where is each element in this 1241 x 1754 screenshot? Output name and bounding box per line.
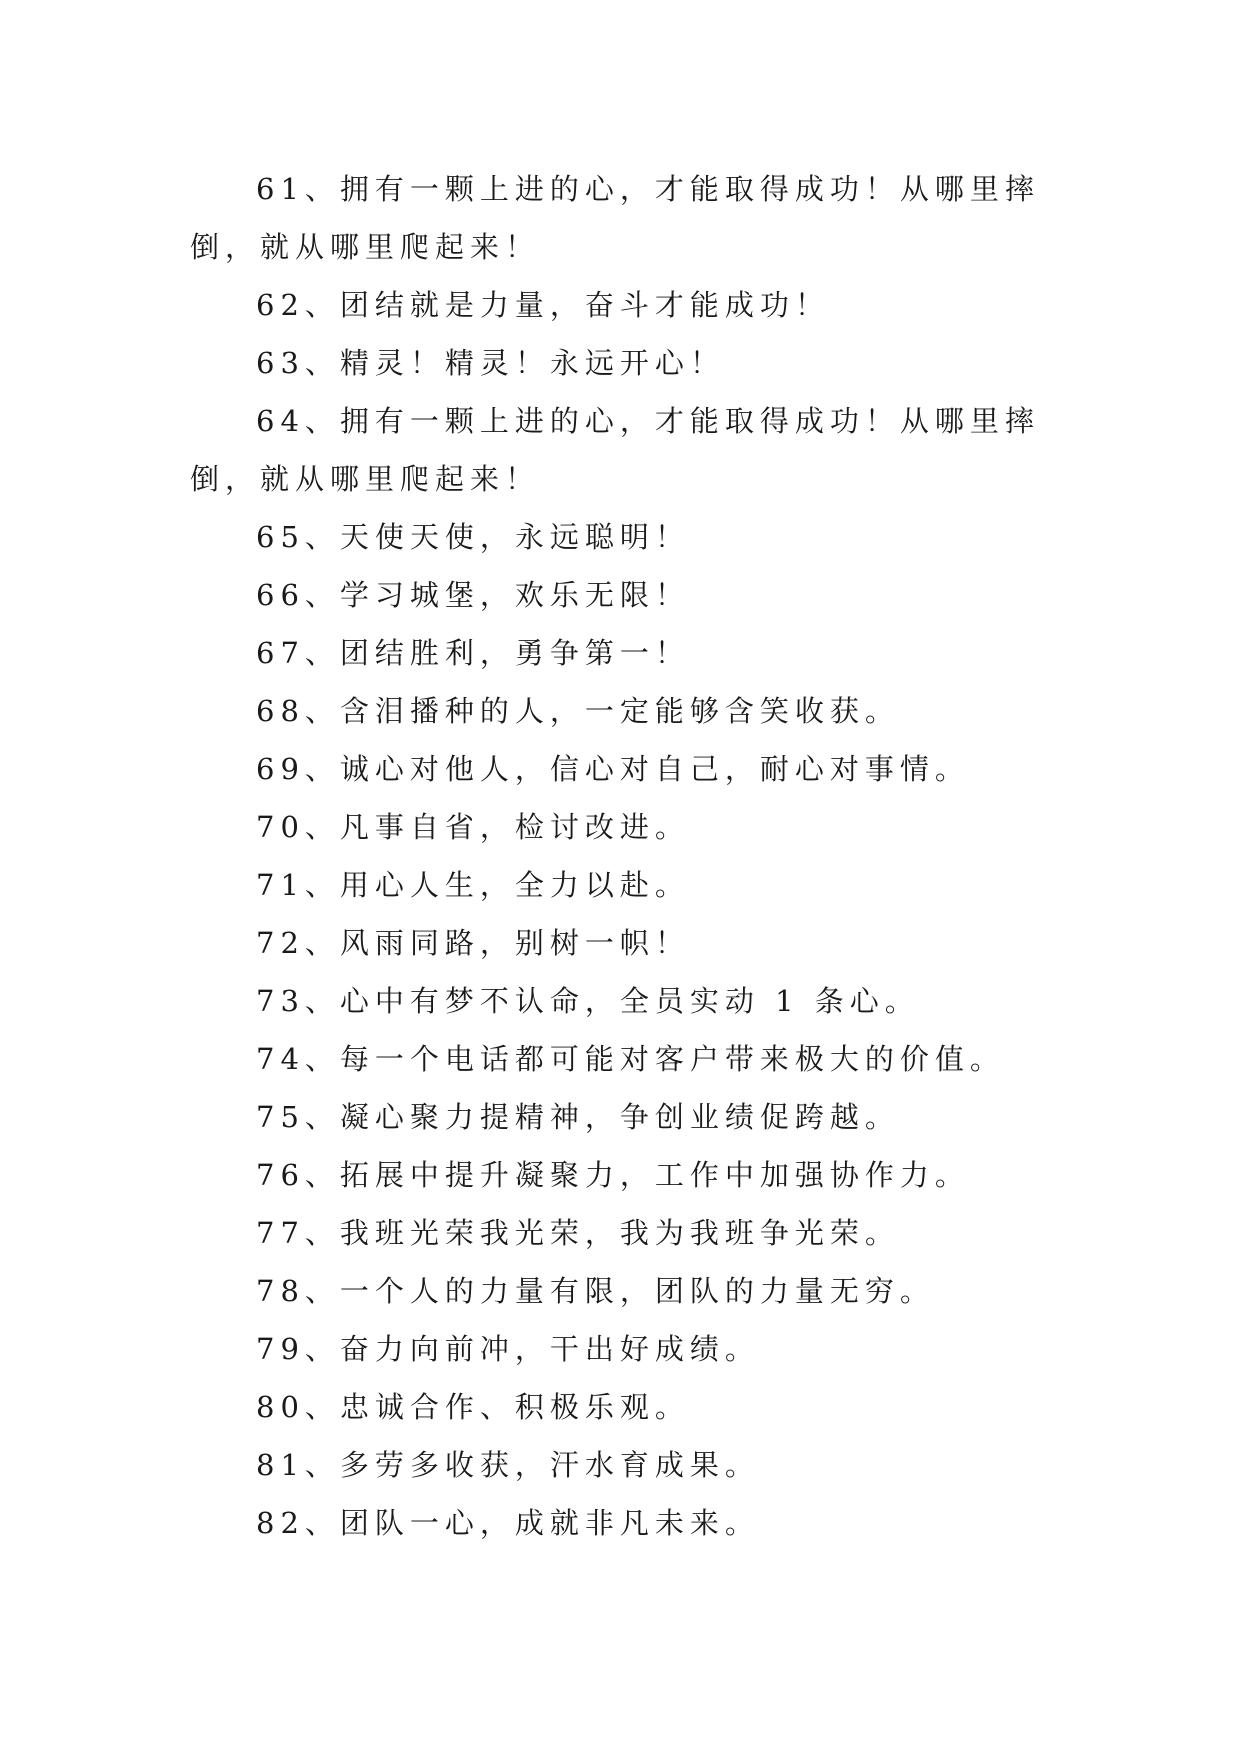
list-item: 73、心中有梦不认命，全员实动 1 条心。 [256, 984, 920, 1018]
list-item: 76、拓展中提升凝聚力，工作中加强协作力。 [256, 1158, 970, 1192]
list-item: 64、拥有一颗上进的心，才能取得成功！从哪里摔倒，就从哪里爬起来！ [190, 404, 1040, 496]
list-item: 71、用心人生，全力以赴。 [256, 868, 690, 902]
list-item: 80、忠诚合作、积极乐观。 [256, 1390, 690, 1424]
list-item: 66、学习城堡，欢乐无限！ [256, 578, 690, 612]
list-item: 63、精灵！精灵！永远开心！ [256, 346, 725, 380]
list-item: 65、天使天使，永远聪明！ [256, 520, 690, 554]
list-item: 67、团结胜利，勇争第一！ [256, 636, 690, 670]
list-item: 74、每一个电话都可能对客户带来极大的价值。 [256, 1042, 1005, 1076]
list-item: 79、奋力向前冲，干出好成绩。 [256, 1332, 760, 1366]
list-item: 81、多劳多收获，汗水育成果。 [256, 1448, 760, 1482]
list-item: 70、凡事自省，检讨改进。 [256, 810, 690, 844]
list-item: 78、一个人的力量有限，团队的力量无穷。 [256, 1274, 935, 1308]
list-item: 69、诚心对他人，信心对自己，耐心对事情。 [256, 752, 970, 786]
list-item: 68、含泪播种的人，一定能够含笑收获。 [256, 694, 900, 728]
list-item: 72、风雨同路，别树一帜！ [256, 926, 690, 960]
list-item: 62、团结就是力量，奋斗才能成功！ [256, 288, 830, 322]
list-item: 77、我班光荣我光荣，我为我班争光荣。 [256, 1216, 900, 1250]
list-item: 75、凝心聚力提精神，争创业绩促跨越。 [256, 1100, 900, 1134]
document-body [190, 160, 1070, 1552]
list-item: 61、拥有一颗上进的心，才能取得成功！从哪里摔倒，就从哪里爬起来！ [190, 172, 1040, 264]
list-item: 82、团队一心，成就非凡未来。 [256, 1506, 760, 1540]
